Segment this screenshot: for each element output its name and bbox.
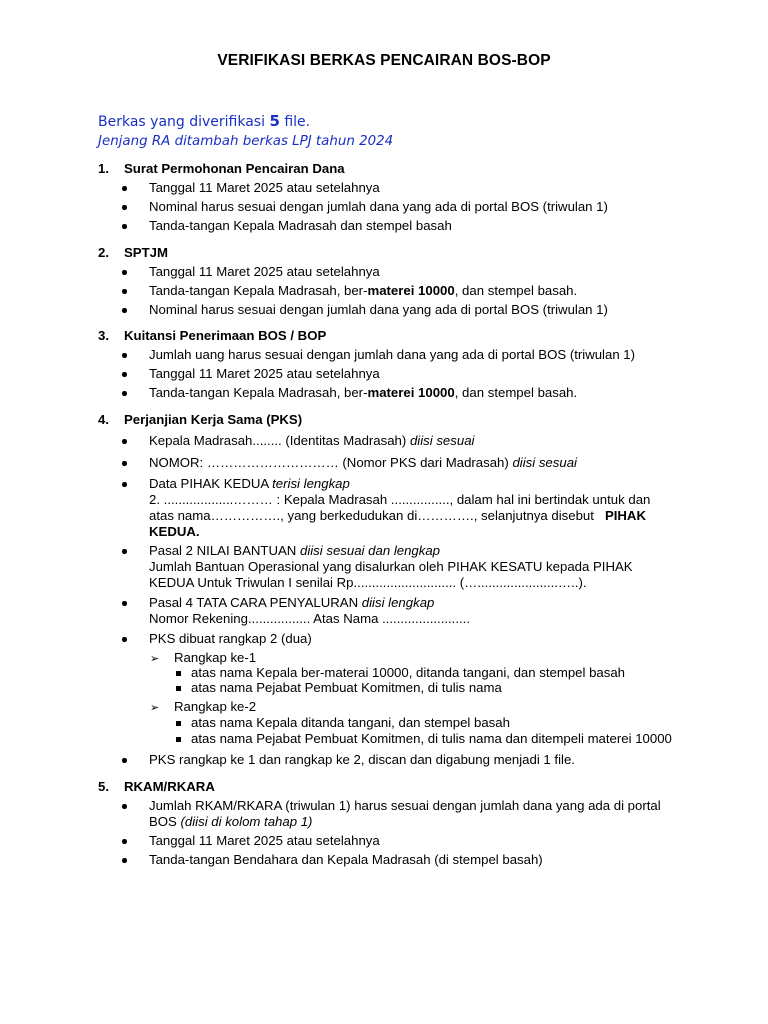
section-title: RKAM/RKARA [124,779,215,794]
document-page: VERIFIKASI BERKAS PENCAIRAN BOS-BOP Berkas yang diverifikasi 5 file. Jenjang RA ditambah berkas LPJ tahun 2024 1. Surat Permohonan Pencairan Dana Tanggal 11 Maret 2025 atau setelahnya Nominal harus sesuai dengan jumlah dana yang ada di portal BOS (triwulan 1) Tanda-tangan Kepala Madrasah dan stempel basah 2. SPTJM Tanggal 11 Maret 2025 atau setelahnya Tanda-tangan Kepala Madrasah, ber-materei 10000, dan stempel basah. Nominal harus sesuai dengan jumlah dana yang ada di portal BOS (triwulan 1) 3. Kuitansi Penerimaan BOS / BOP Jumlah uang harus sesuai dengan jumlah dana yang ada di portal BOS (triwulan 1) Tanggal 11 Maret 2025 atau setelahnya Tanda-tangan Kepala Madrasah, ber-materei 10000, dan stempel basah. 4. Perjanjian Kerja Sama (PKS) Kepala Madrasah........ (Identitas Madrasah) diisi sesuai NOMOR: ………………………… (Nomor PKS dari Madrasah) diisi sesuai Data PIHAK KEDUA terisi lengkap 2. ...................……… : Kepala Madrasah ................, dalam hal ini bertindak untuk dan atas nama……………., yang berkedudukan di…………., selanjutnya disebut PIHAK KEDUA. Pasal 2 NILAI BANTUAN diisi sesuai dan lengkap Jumlah Bantuan Operasional yang disalurkan oleh PIHAK KESATU kepada PIHAK KEDUA Untuk Triwulan I senilai Rp............................ (…......................…..). Pasal 4 TATA CARA PENYALURAN diisi lengkap Nomor Rekening................. Atas Nama ........................ PKS dibuat rangkap 2 (dua) ➢ Rangkap ke-1 atas nama Kepala ber-materai 10000, ditanda tangani, dan stempel basah atas nama Pejabat Pembuat Komitmen, di tulis nama ➢ Rangkap ke-2 atas nama Kepala ditanda tangani, dan stempel basah atas nama Pejabat Pembuat Komitmen, di tulis nama dan ditempeli materei 10000 PKS rangkap ke 1 dan rangkap ke 2, discan dan digabung menjadi 1 file. 5. RKAM/RKARA Jumlah RKAM/RKARA (triwulan 1) harus sesuai dengan jumlah dana yang ada di portal BOS (diisi di kolom tahap 1) Tanggal 11 Maret 2025 atau setelahnya Tanda-tangan Bendahara dan Kepala Madrasah (di stempel basah) [0,0,768,1024]
square-bullet-icon [176,686,181,691]
arrow-bullet-icon: ➢ [150,653,160,665]
section-title: Kuitansi Penerimaan BOS / BOP [124,328,327,343]
sub-sub-item: atas nama Pejabat Pembuat Komitmen, di tulis nama [191,680,502,695]
note-suffix: file. [284,114,311,130]
sub-item: Rangkap ke-2 [174,699,257,714]
square-bullet-icon [176,721,181,726]
sub-sub-item: atas nama Pejabat Pembuat Komitmen, di tulis nama dan ditempeli materei 10000 [191,731,672,746]
square-bullet-icon [176,671,181,676]
sub-item: Rangkap ke-1 [174,650,257,665]
section-number: 3. [98,328,109,343]
document-title: VERIFIKASI BERKAS PENCAIRAN BOS-BOP [217,52,551,69]
note-prefix: Berkas yang diverifikasi [98,114,265,130]
sub-sub-item: atas nama Kepala ber-materai 10000, ditanda tangani, dan stempel basah [191,665,626,680]
section-number: 1. [98,161,109,176]
sub-sub-item: atas nama Kepala ditanda tangani, dan stempel basah [191,715,510,730]
section-title: Surat Permohonan Pencairan Dana [124,161,345,176]
section-number: 5. [98,779,109,794]
section-number: 2. [98,245,109,260]
arrow-bullet-icon: ➢ [150,702,160,714]
section-title: Perjanjian Kerja Sama (PKS) [124,412,303,427]
file-count-note [98,112,310,130]
note-count: 5 [269,112,280,130]
section-title: SPTJM [124,245,168,260]
ra-note: Jenjang RA ditambah berkas LPJ tahun 2024 [98,134,394,149]
square-bullet-icon [176,737,181,742]
section-number: 4. [98,412,109,427]
